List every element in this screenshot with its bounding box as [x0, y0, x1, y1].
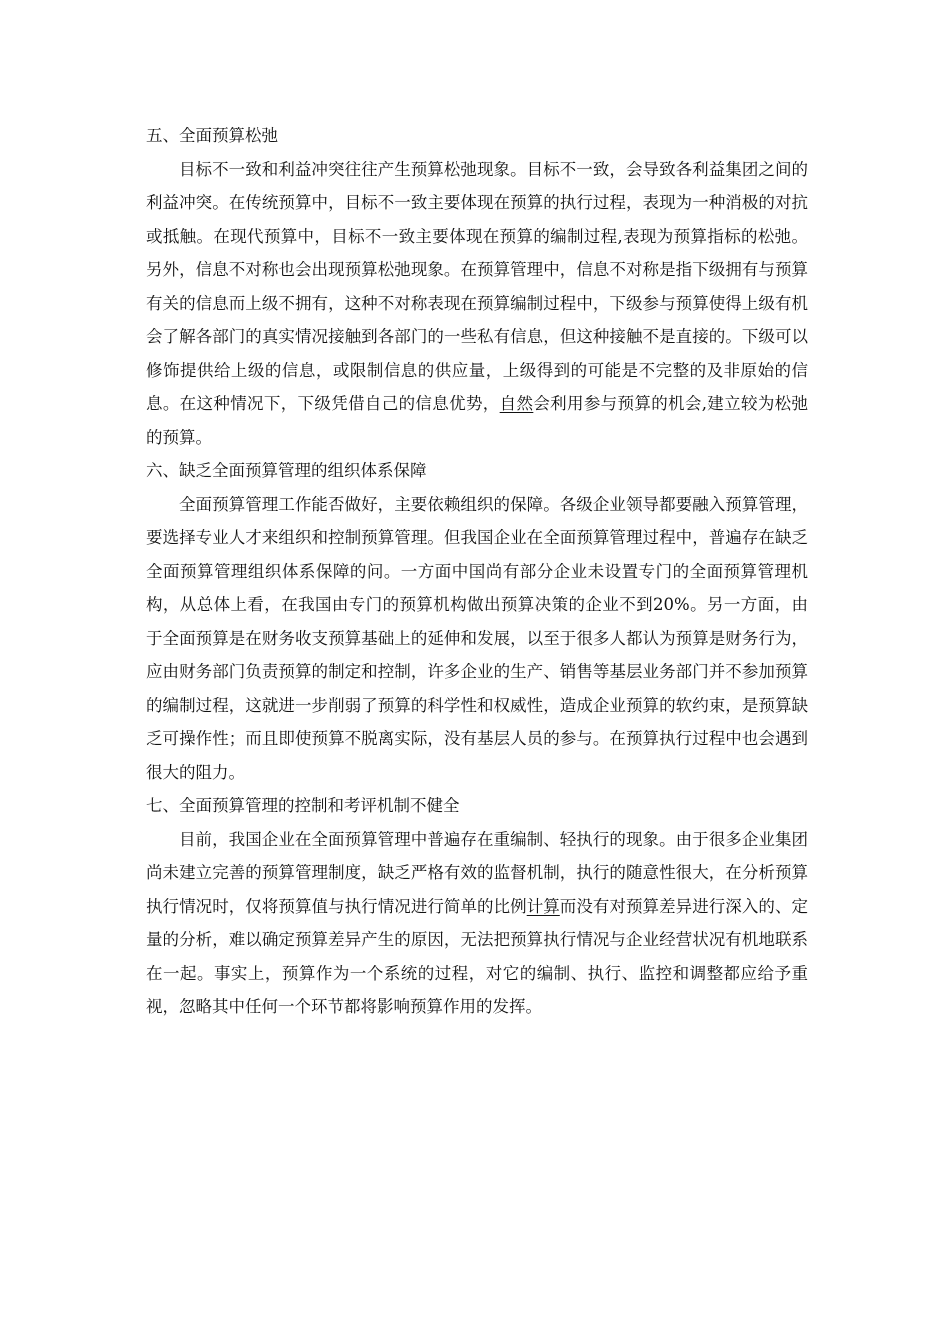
document-page — [146, 119, 808, 1024]
paragraph-text: 会利用参与预算的机会,建立较为松弛的预算。 — [146, 394, 809, 447]
section-paragraph — [146, 153, 808, 455]
section-six — [146, 454, 808, 789]
section-five — [146, 119, 808, 454]
paragraph-text: 目标不一致和利益冲突往往产生预算松弛现象。目标不一致，会导致各利益集团之间的利益冲突。在传统预算中，目标不一致主要体现在预算的执行过程，表现为一种消极的对抗或抵触。在现代预算中，目标不一致主要体现在预算的编制过程,表现为预算指标的松弛。另外，信息不对称也会出现预算松弛现象。在预算管理中，信息不对称是指下级拥有与预算有关的信息而上级不拥有，这种不对称表现在预算编制过程中，下级参与预算使得上级有机会了解各部门的真实情况接触到各部门的一些私有信息，但这种接触不是直接的。下级可以修饰提供给上级的信息，或限制信息的供应量，上级得到的可能是不完整的及非原始的信息。在这种情况下，下级凭借自己的信息优势， — [146, 159, 808, 413]
section-seven — [146, 789, 808, 1024]
section-title: 六、缺乏全面预算管理的组织体系保障 — [146, 461, 427, 480]
section-title: 五、全面预算松弛 — [146, 126, 278, 145]
paragraph-text: 目前，我国企业在全面预算管理中普遍存在重编制、轻执行的现象。由于很多企业集团尚未建立完善的预算管理制度，缺乏严格有效的监督机制，执行的随意性很大，在分析预算执行情况时，仅将预算值与执行情况进行简单的比例 — [146, 829, 808, 916]
hyperlink-jisuan[interactable]: 计算 — [526, 896, 560, 916]
section-paragraph — [146, 823, 808, 1024]
paragraph-text: 而没有对预算差异进行深入的、定量的分析，难以确定预算差异产生的原因，无法把预算执行情况与企业经营状况有机地联系在一起。事实上，预算作为一个系统的过程，对它的编制、执行、监控和调整都应给予重视，忽略其中任何一个环节都将影响预算作用的发挥。 — [146, 896, 809, 1016]
hyperlink-ziran[interactable]: 自然 — [499, 394, 534, 413]
section-paragraph: 全面预算管理工作能否做好，主要依赖组织的保障。各级企业领导都要融入预算管理，要选择专业人才来组织和控制预算管理。但我国企业在全面预算管理过程中，普遍存在缺乏全面预算管理组织体系保障的问。一方面中国尚有部分企业未设置专门的全面预算管理机构，从总体上看，在我国由专门的预算机构做出预算决策的企业不到20%。另一方面，由于全面预算是在财务收支预算基础上的延伸和发展，以至于很多人都认为预算是财务行为，应由财务部门负责预算的制定和控制，许多企业的生产、销售等基层业务部门并不参加预算的编制过程，这就进一步削弱了预算的科学性和权威性，造成企业预算的软约束，是预算缺乏可操作性；而且即使预算不脱离实际，没有基层人员的参与。在预算执行过程中也会遇到很大的阻力。 — [146, 494, 808, 782]
section-title: 七、全面预算管理的控制和考评机制不健全 — [146, 796, 460, 815]
